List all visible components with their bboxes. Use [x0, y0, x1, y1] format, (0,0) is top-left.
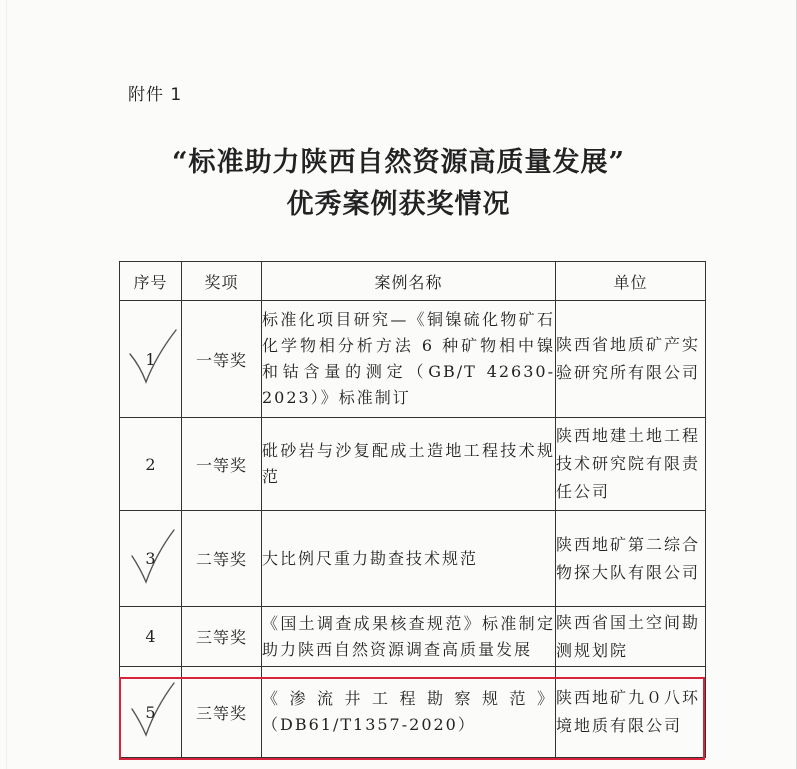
seq-cell — [120, 511, 182, 607]
prize-cell: 三等奖 — [182, 667, 262, 758]
table-row — [120, 511, 706, 607]
prize-cell: 一等奖 — [182, 418, 262, 511]
document-title-line1: “标准助力陕西自然资源高质量发展” — [171, 147, 626, 178]
seq-number: 2 — [145, 454, 156, 474]
seq-number: 1 — [145, 349, 156, 369]
page-edge-left — [6, 0, 7, 769]
prize-cell: 一等奖 — [182, 301, 262, 418]
table-row — [120, 301, 706, 418]
header-prize: 奖项 — [182, 262, 262, 301]
unit-cell: 陕西地矿九０八环境地质有限公司 — [556, 667, 706, 758]
header-unit: 单位 — [556, 262, 706, 301]
seq-cell — [120, 667, 182, 758]
unit-cell: 陕西省地质矿产实验研究所有限公司 — [556, 301, 706, 418]
seq-number: 3 — [145, 549, 156, 568]
seq-cell — [120, 301, 182, 418]
unit-cell: 陕西省国土空间勘测规划院 — [556, 607, 706, 667]
awards-table — [119, 261, 706, 758]
case-name-cell: 《国土调查成果核查规范》标准制定助力陕西自然资源调查高质量发展 — [262, 607, 556, 667]
seq-cell — [120, 418, 182, 511]
attachment-label: 附件 1 — [128, 85, 183, 105]
unit-cell: 陕西地矿第二综合物探大队有限公司 — [556, 511, 706, 607]
case-name-cell: 标准化项目研究—《铜镍硫化物矿石化学物相分析方法 6 种矿物相中镍和钴含量的测定（GB/T 42630-2023）》标准制订 — [262, 301, 556, 418]
table-row — [120, 607, 706, 667]
document-title-line2: 优秀案例获奖情况 — [286, 189, 511, 220]
seq-number: 5 — [145, 702, 156, 722]
seq-cell — [120, 607, 182, 667]
unit-cell: 陕西地建土地工程技术研究院有限责任公司 — [556, 418, 706, 511]
prize-cell: 二等奖 — [182, 511, 262, 607]
case-name-cell: 《渗流井工程勘察规范》（DB61/T1357-2020） — [262, 667, 556, 758]
prize-cell: 三等奖 — [182, 607, 262, 667]
header-case-name: 案例名称 — [262, 262, 556, 301]
case-name-cell: 大比例尺重力勘查技术规范 — [262, 511, 556, 607]
table-header-row — [120, 262, 706, 301]
seq-number: 4 — [145, 627, 156, 646]
table-row — [120, 418, 706, 511]
case-name-cell: 砒砂岩与沙复配成土造地工程技术规范 — [262, 418, 556, 511]
table-row — [120, 667, 706, 758]
header-seq: 序号 — [120, 262, 182, 301]
